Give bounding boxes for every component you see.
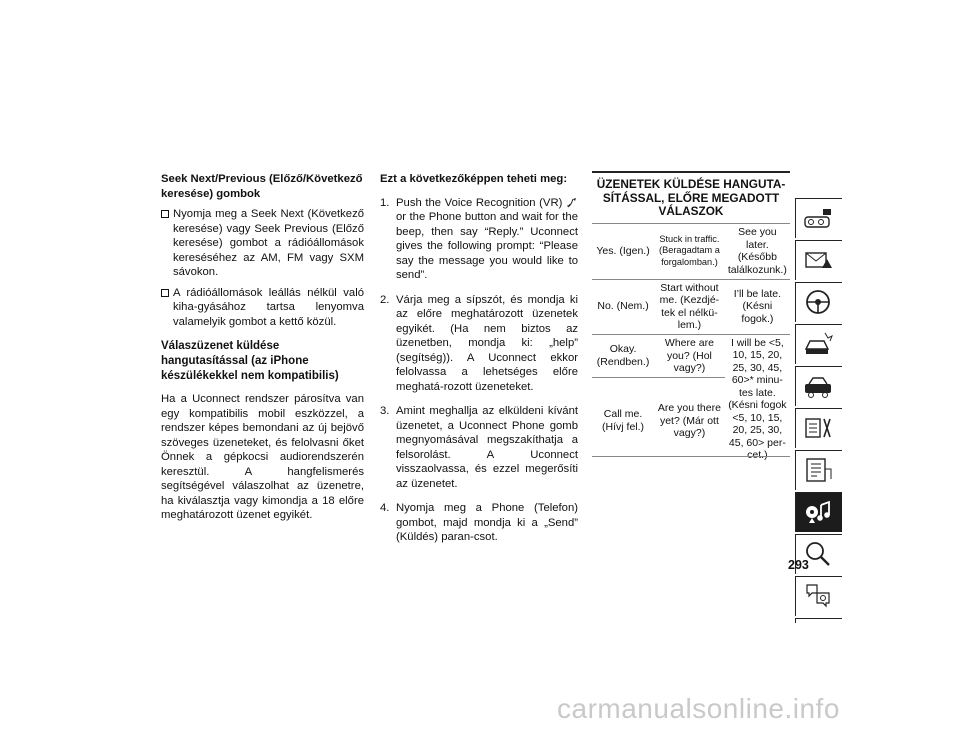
tab-driving[interactable] [795,282,842,322]
bullet-item: Nyomja meg a Seek Next (Következő keresése) vagy Seek Previous (Előző keresése) gombot a rádióállomások kereséséhez az AM, FM vagy SXM sávokon. [161,207,364,280]
tab-messages[interactable] [795,240,842,280]
predefined-messages-table [592,171,790,464]
voice-recognition-icon [566,197,578,208]
section-heading: Seek Next/Previous (Előző/Következő keresése) gombok [161,173,363,200]
table-cell: Start without me. (Kezdjé-tek el nélkü-lem.) [654,279,725,334]
tab-safety[interactable] [795,324,842,364]
steering-wheel-icon [803,287,835,317]
table-cell: Stuck in traffic. (Beragadtam a forgalomban.) [654,223,725,279]
table-cell: I will be <5, 10, 15, 20, 25, 30, 45, 60>* minu-tes late. (Késni fogok <5, 10, 15, 20, 25, 30, 45, 60> per-cet.) [728,336,787,461]
car-dashboard-icon [803,203,835,233]
wrench-tools-icon [803,413,835,443]
music-navigation-icon [803,497,835,527]
tab-maintenance[interactable] [795,408,842,448]
body-paragraph: Ha a Uconnect rendszer párosítva van egy kompatibilis mobil eszközzel, a rendszer képes bemondani az új bejövő szöveges üzeneteket, és felolvasni őket Önnek a gépkocsi audiorendszerén keresztül. A hangfelismerés segítségével válaszolhat az üzenetre, ha kiválasztja vagy kimondja a 18 előre meghatározott üzenet egyikét. [161,393,364,521]
table-row [592,279,790,334]
table-cell: Where are you? (Hol vagy?) [654,334,725,378]
tab-languages[interactable] [795,576,842,616]
tab-dashboard[interactable] [795,198,842,238]
steps-heading: Ezt a következőképpen teheti meg: [380,173,568,185]
step-item: 2. Várja meg a sípszót, és mondja ki az előre meghatározott üzenetek egyikét. (Ha nem biztos az üzenetben, mondja ki: „help” (segítség)). A Uconnect ekkor felolvassa a lehetséges előre meghatá-rozott üzeneteket. [380,293,578,393]
tab-emergency[interactable] [795,366,842,406]
document-list-icon [803,455,835,485]
table-bottom-rule [592,456,790,457]
table-cell: See you later. (Később találkozunk.) [725,223,790,279]
middle-column [380,172,578,555]
step-item: 3. Amint meghallja az elküldeni kívánt üzenetet, a Uconnect Phone gomb megnyomásával megszakíthatja a felsorolást. A Uconnect visszaolvassa, és ezzel megerősíti az üzenetet. [380,405,578,490]
page-number: 293 [788,558,809,572]
left-column [161,172,364,523]
table-row [592,223,790,279]
tab-end-rule [795,618,842,623]
tab-multimedia[interactable] [795,492,842,532]
checkbox-bullet-icon [161,289,169,297]
car-service-icon [803,371,835,401]
subheading: Válaszüzenet küldése hangutasítással (az iPhone készülékekkel nem kompatibilis) [161,340,339,382]
mail-warning-icon [803,245,835,275]
step-item: 4. Nyomja meg a Phone (Telefon) gombot, majd mondja ki a „Send” (Küldés) paran-csot. [380,502,578,543]
step-item: 1. Push the Voice Recognition (VR) or the Phone button and wait for the beep, then say “Reply.” Uconnect gives the following prompt: “Please say the message you would like to send”. [380,196,578,281]
language-icon [803,581,835,611]
bullet-item: A rádióállomások leállás nélkül való kiha-gyásához tartsa lenyomva valamelyik gombot a kettő közül. [161,286,364,330]
tab-specifications[interactable] [795,450,842,490]
table-cell: Call me. (Hívj fel.) [602,408,645,433]
watermark-text: carmanualsonline.info [557,693,840,724]
table-cell: Are you there yet? (Már ott vagy?) [657,402,721,439]
table-cell: Okay. (Rendben.) [592,334,654,378]
table-cell: I’ll be late. (Késni fogok.) [725,279,790,334]
table-cell: No. (Nem.) [592,279,654,334]
table-title: ÜZENETEK KÜLDÉSE HANGUTA-SÍTÁSSAL, ELŐRE MEGADOTT VÁLASZOK [592,172,790,223]
car-crash-icon [803,329,835,359]
table-row [592,334,790,378]
checkbox-bullet-icon [161,210,169,218]
table-cell: Yes. (Igen.) [592,223,654,279]
